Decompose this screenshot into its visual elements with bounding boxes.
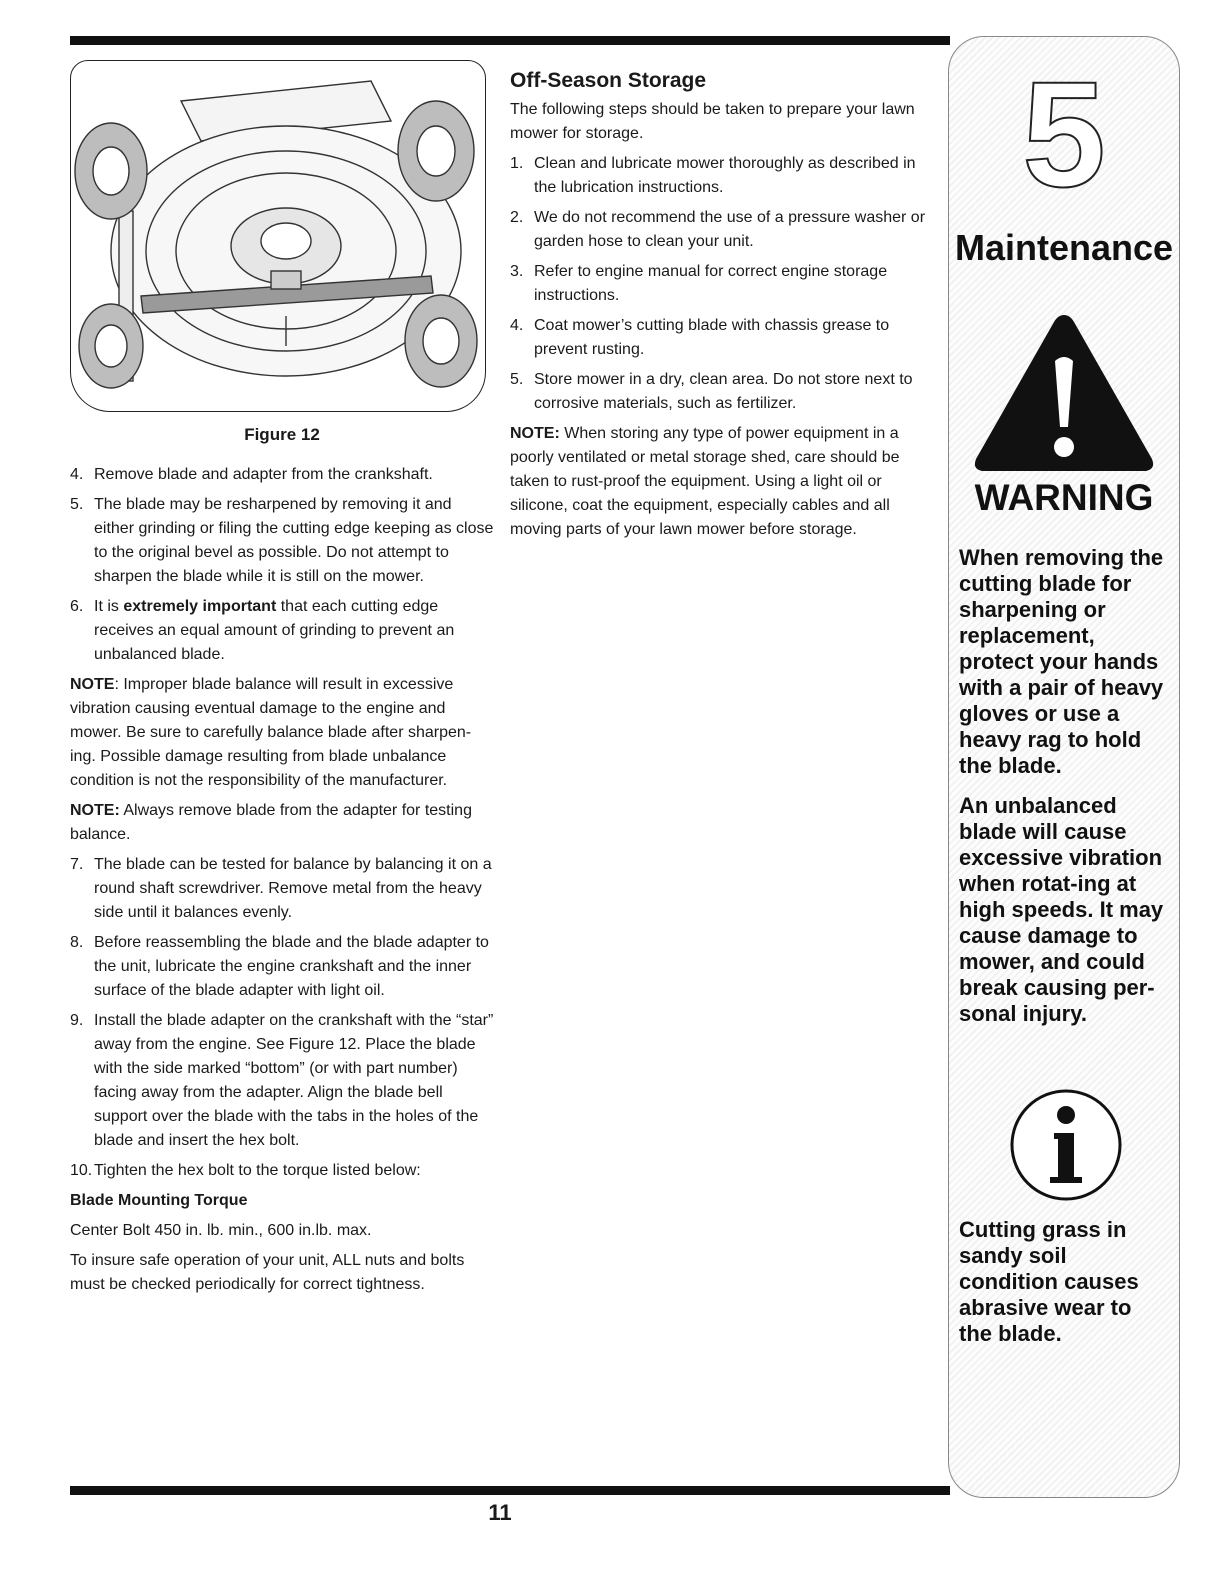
storage-intro: The following steps should be taken to prepare your lawn mower for storage. bbox=[510, 101, 915, 142]
section-heading: Off-Season Storage bbox=[510, 69, 707, 92]
closing-paragraph: To insure safe operation of your unit, ALL nuts and bolts must be checked periodically for correct tightness. bbox=[70, 1252, 465, 1293]
left-column bbox=[70, 463, 494, 1303]
storage-note: NOTE: When storing any type of power equipment in a poorly ventilated or metal storage shed, care should be taken to rust-proof the equipment. Using a light oil or silicone, coat the equipment, especially cables and all moving parts of your lawn mower before storage. bbox=[510, 425, 900, 538]
top-rule bbox=[70, 36, 950, 45]
blade-steps-list-2 bbox=[70, 853, 494, 1183]
figure-12-illustration bbox=[70, 60, 486, 412]
chapter-sidebar bbox=[948, 36, 1180, 1498]
figure-caption: Figure 12 bbox=[244, 425, 320, 444]
warning-text-unbalanced: An unbalanced blade will cause excessive vibration when rotat-ing at high speeds. It may cause damage to mower, and could break causing per-sonal injury. bbox=[959, 793, 1164, 1026]
list-item: 3. Refer to engine manual for correct engine storage instructions. bbox=[510, 263, 888, 304]
list-item: 4. Remove blade and adapter from the crankshaft. bbox=[70, 466, 433, 483]
bottom-rule bbox=[70, 1486, 950, 1495]
list-item: 5. The blade may be resharpened by removing it and either grinding or filing the cutting edge keeping as close to the original bevel as possible. Do not attempt to sharpen the blade while it is still on the mower. bbox=[70, 496, 494, 585]
list-item: 2. We do not recommend the use of a pressure washer or garden hose to clean your unit. bbox=[510, 209, 926, 250]
warning-title: WARNING bbox=[974, 477, 1154, 518]
chapter-number: 5 bbox=[1022, 50, 1106, 218]
blade-steps-list bbox=[70, 463, 494, 667]
list-item: 4. Coat mower’s cutting blade with chassis grease to prevent rusting. bbox=[510, 317, 890, 358]
list-item: 7. The blade can be tested for balance by balancing it on a round shaft screwdriver. Remove metal from the heavy side until it balances evenly. bbox=[70, 856, 492, 921]
mower-underside-drawing bbox=[71, 61, 485, 411]
list-item: 10. Tighten the hex bolt to the torque listed below: bbox=[70, 1162, 421, 1179]
info-icon bbox=[1006, 1085, 1126, 1205]
torque-heading: Blade Mounting Torque bbox=[70, 1192, 248, 1209]
list-item: 6. It is extremely important that each cutting edge receives an equal amount of grinding to prevent an unbalanced blade. bbox=[70, 598, 455, 663]
chapter-title: Maintenance bbox=[954, 227, 1174, 268]
note-testing-balance: NOTE: Always remove blade from the adapter for testing balance. bbox=[70, 802, 472, 843]
page-number: 11 bbox=[488, 1500, 512, 1525]
list-item: 9. Install the blade adapter on the crankshaft with the “star” away from the engine. See Figure 12. Place the blade with the side marked “bottom” (or with part number) facing away from the adapter. Align the blade bell support over the blade with the tabs in the holes of the blade and insert the hex bolt. bbox=[70, 1012, 494, 1149]
warning-text-gloves: When removing the cutting blade for sharpening or replacement, protect your hands with a pair of heavy gloves or use a heavy rag to hold the blade. bbox=[959, 545, 1164, 778]
note-blade-balance: NOTE: Improper blade balance will result in excessive vibration causing eventual damage to the engine and mower. Be sure to carefully balance blade after sharpen-ing. Possible damage resulting from blade unbalance condition is not the responsibility of the manufacturer. bbox=[70, 676, 472, 789]
list-item: 8. Before reassembling the blade and the blade adapter to the unit, lubricate the engine crankshaft and the inner surface of the blade adapter with light oil. bbox=[70, 934, 489, 999]
list-item: 5. Store mower in a dry, clean area. Do not store next to corrosive materials, such as fertilizer. bbox=[510, 371, 913, 412]
info-text: Cutting grass in sandy soil condition causes abrasive wear to the blade. bbox=[959, 1217, 1139, 1346]
middle-column bbox=[510, 68, 930, 548]
list-item: 1. Clean and lubricate mower thoroughly as described in the lubrication instructions. bbox=[510, 155, 916, 196]
torque-value: Center Bolt 450 in. lb. min., 600 in.lb. max. bbox=[70, 1222, 372, 1239]
storage-steps-list bbox=[510, 152, 930, 416]
warning-icon bbox=[971, 309, 1157, 479]
